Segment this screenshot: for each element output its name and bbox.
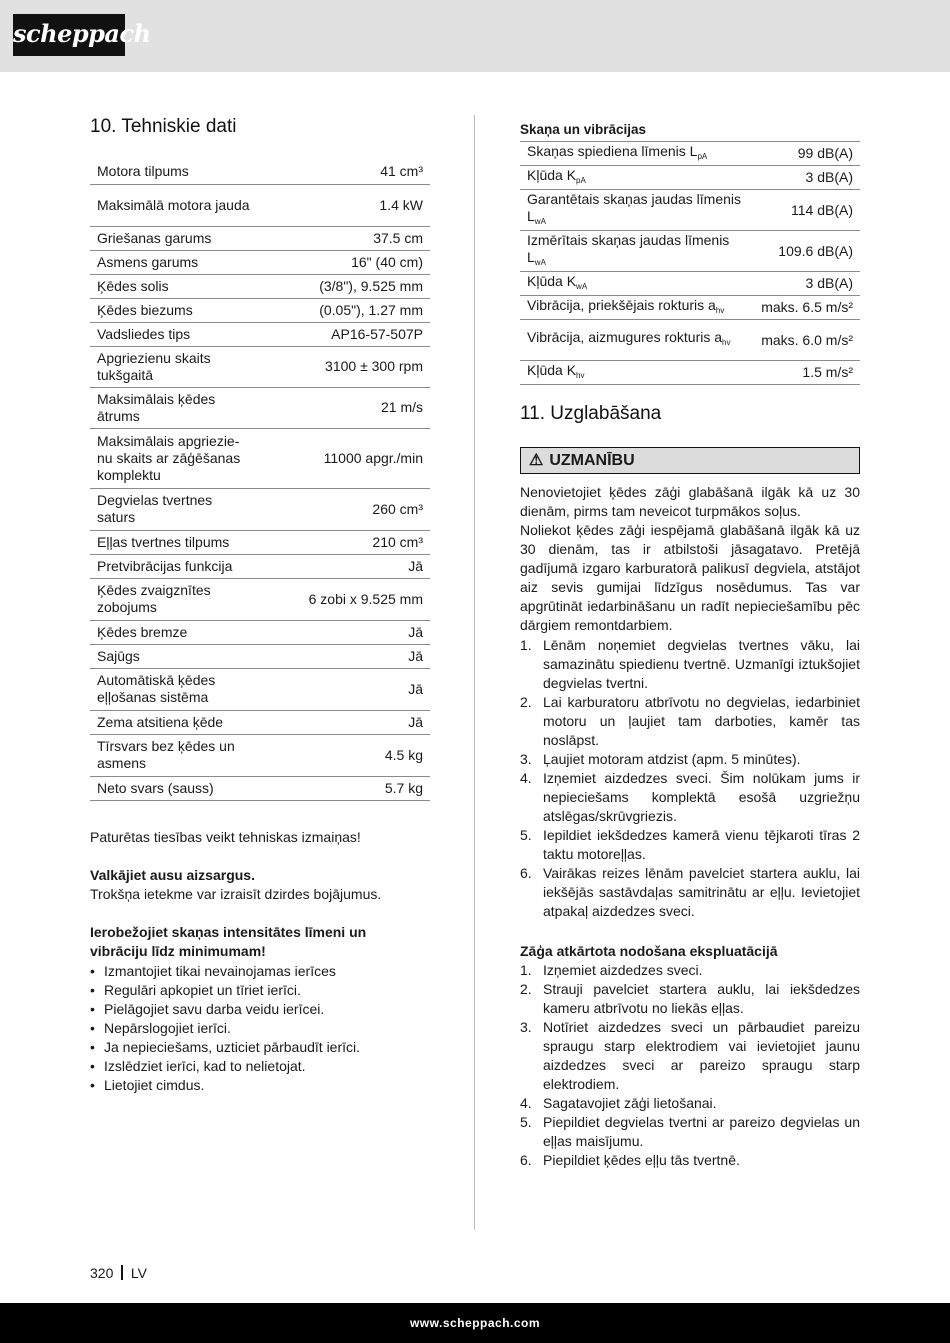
section-number: 11. [520,403,546,424]
spec-row [90,250,430,274]
step-number: 3. [520,1019,532,1035]
spec-label: Sajūgs [90,644,260,668]
spec-row [90,322,430,346]
sound-row [520,190,860,231]
sound-label-subscript: wA [576,281,588,291]
step-text: Vairākas reizes lēnām pavelciet startera auklu, lai iekšējās sastāvdaļas samitrinātu ar eļļu. Ievietojiet atpakaļ aizdedzes sveci. [543,865,860,919]
step-item [520,1094,860,1113]
sound-label-subscript: wA [534,257,546,267]
step-number: 2. [520,981,532,997]
sound-label-text: Garantētais skaņas jaudas līmenis L [527,190,741,224]
spec-label: Tīrsvars bez ķēdes un asmens [90,734,260,776]
step-item [520,636,860,693]
step-text: Iepildiet iekšdedzes kamerā vienu tējkaroti tīras 2 taktu motoreļļas. [543,827,860,862]
spec-label: Neto svars (sauss) [90,776,260,800]
sound-label-subscript: pA [576,175,586,185]
spec-value: 21 m/s [260,387,430,428]
sound-label-text: Izmērītais skaņas jaudas līmenis L [527,231,730,265]
page-number: 320 [90,1265,114,1281]
spec-value: 5.7 kg [260,776,430,800]
header-bar [0,0,950,72]
spec-row [90,776,430,800]
limit-title: Ierobežojiet skaņas intensitātes līmeni un vibrāciju līdz minimumam! [90,924,367,959]
page-footer [90,1265,147,1281]
spec-label: Automātiskā ķēdes eļļošanas sistēma [90,668,260,710]
storage-intro-1: Nenovietojiet ķēdes zāģi glabāšanā ilgāk kā uz 30 dienām, pirms tam neveicot turpmākos soļus. [520,484,860,519]
spec-value: 37.5 cm [260,226,430,250]
website-link[interactable]: www.scheppach.com [409,1316,541,1330]
step-number: 6. [520,865,532,881]
step-text: Piepildiet degvielas tvertni ar pareizo degvielas un eļļas maisījumu. [543,1114,860,1149]
sound-label-subscript: hv [722,338,731,347]
spec-label: Maksimālais apgriezie-nu skaits ar zāģēšanas komplektu [90,428,260,488]
step-number: 4. [520,1095,532,1111]
sound-row [520,296,860,320]
spec-row [90,554,430,578]
spec-row [90,578,430,620]
spec-label: Maksimālais ķēdes ātrums [90,387,260,428]
warning-label: UZMANĪBU [549,452,635,469]
spec-label: Maksimālā motora jauda [90,184,260,226]
section-11-heading [520,403,661,425]
spec-row [90,226,430,250]
spec-row [90,387,430,428]
step-text: Lēnām noņemiet degvielas tvertnes vāku, lai samazinātu spiedienu tvertnē. Uzmanīgi iztukšojiet degvielas tvertni. [543,637,860,691]
sound-row [520,361,860,385]
step-text: Izņemiet aizdedzes sveci. [543,962,703,978]
sound-value: maks. 6.5 m/s² [750,296,860,320]
sound-label-text: Skaņas spiediena līmenis L [527,142,698,159]
sound-value: 114 dB(A) [750,190,860,231]
sound-label [520,166,750,190]
warning-box [520,447,860,474]
step-text: Piepildiet ķēdes eļļu tās tvertnē. [543,1152,740,1168]
spec-row [90,346,430,387]
spec-label: Ķēdes solis [90,274,260,298]
sound-table [520,141,860,385]
spec-row [90,668,430,710]
spec-label: Zema atsitiena ķēde [90,710,260,734]
step-number: 5. [520,1114,532,1130]
sound-label [520,142,750,166]
step-item [520,693,860,750]
bullet-item: • Lietojiet cimdus. [90,1076,390,1095]
step-text: Izņemiet aizdedzes sveci. Šim nolūkam jums ir nepieciešams komplektā esošā uzgriežņu atslēgas/skrūvgriezis. [543,770,860,824]
sound-title: Skaņa un vibrācijas [520,122,647,137]
spec-label: Motora tilpums [90,160,260,184]
spec-row [90,298,430,322]
sound-value: maks. 6.0 m/s² [750,320,860,361]
spec-row [90,428,430,488]
spec-value: Jā [260,620,430,644]
sound-label [520,190,750,231]
spec-value: Jā [260,554,430,578]
spec-value: 11000 apgr./min [260,428,430,488]
bullet-item: • Regulāri apkopiet un tīriet ierīci. [90,981,390,1000]
sound-value: 109.6 dB(A) [750,231,860,272]
step-item [520,750,860,769]
step-number: 3. [520,751,532,767]
step-number: 4. [520,770,532,786]
step-item [520,1113,860,1151]
footer-separator [121,1265,123,1280]
spec-label: Griešanas garums [90,226,260,250]
sound-row [520,142,860,166]
step-text: Lai karburatoru atbrīvotu no degvielas, iedarbiniet motoru un ļaujiet tam darboties, kamēr tas noslāpst. [543,694,860,748]
section-number: 10. [90,116,117,137]
brand-logo: scheppach [13,14,125,56]
sound-value: 3 dB(A) [750,272,860,296]
spec-label: Pretvibrācijas funkcija [90,554,260,578]
sound-label-text: Vibrācija, aizmugures rokturis a [527,329,723,345]
spec-label: Ķēdes zvaigznītes zobojums [90,578,260,620]
sound-label [520,272,750,296]
spec-row [90,644,430,668]
recommission-title: Zāģa atkārtota nodošana ekspluatācijā [520,943,778,959]
step-item [520,961,860,980]
spec-label: Asmens garums [90,250,260,274]
spec-row [90,488,430,530]
sound-label-text: Vibrācija, priekšējais rokturis a [527,296,716,313]
bullet-item: • Nepārslogojiet ierīci. [90,1019,390,1038]
sound-label-subscript: hv [576,370,585,380]
recommission-steps-list [520,961,860,1170]
step-item [520,1018,860,1094]
sound-value: 3 dB(A) [750,166,860,190]
sound-label [520,231,750,272]
spec-label: Apgriezienu skaits tukšgaitā [90,346,260,387]
step-number: 1. [520,962,532,978]
sound-row [520,320,860,361]
spec-value: 41 cm³ [260,160,430,184]
spec-value: 6 zobi x 9.525 mm [260,578,430,620]
storage-steps-list [520,636,860,921]
spec-value: 16" (40 cm) [260,250,430,274]
spec-label: Ķēdes biezums [90,298,260,322]
spec-value: 3100 ± 300 rpm [260,346,430,387]
storage-intro-2: Noliekot ķēdes zāģi iespējamā glabāšanā ilgāk kā uz 30 dienām, tas ir atbilstoši jāsagatavo. Pretējā gadījumā izgaro karburatorā palikusī degviela, atstājot aiz sevis gumijai līdzīgus nosēdumus. Tas var apgrūtināt iedarbināšanu un radīt nepieciešamību pēc dārgiem remontdarbiem. [520,522,860,633]
spec-value: Jā [260,668,430,710]
spec-value: AP16-57-507P [260,322,430,346]
spec-value: 4.5 kg [260,734,430,776]
step-number: 1. [520,637,532,653]
sound-row [520,231,860,272]
sound-label-text: Kļūda K [527,166,577,183]
section-title: Tehniskie dati [121,116,237,137]
sound-label [520,361,750,385]
spec-row [90,160,430,184]
hearing-title: Valkājiet ausu aizsargus. [90,867,255,883]
sound-label [520,296,750,320]
step-item [520,769,860,826]
warning-triangle-icon: ⚠ [529,452,544,469]
sound-label-subscript: wA [534,216,546,226]
spec-row [90,530,430,554]
language-code: LV [130,1265,147,1281]
step-number: 5. [520,827,532,843]
step-item [520,1151,860,1170]
step-item [520,864,860,921]
sound-row [520,272,860,296]
step-number: 2. [520,694,532,710]
section-10-heading [90,116,236,138]
step-text: Sagatavojiet zāģi lietošanai. [543,1095,717,1111]
spec-row [90,734,430,776]
reserve-note: Paturētas tiesības veikt tehniskas izmaiņas! [90,829,361,845]
spec-row [90,184,430,226]
step-text: Notīriet aizdedzes sveci un pārbaudiet pareizu spraugu starp elektrodiem vai ievietojiet jaunu aizdedzes sveci ar pareizo spraugu starp elektrodiem. [543,1019,860,1092]
step-item [520,826,860,864]
spec-row [90,710,430,734]
spec-table [90,160,430,801]
spec-value: 1.4 kW [260,184,430,226]
bullet-item: • Pielāgojiet savu darba veidu ierīcei. [90,1000,390,1019]
spec-row [90,620,430,644]
sound-value: 99 dB(A) [750,142,860,166]
spec-label: Vadsliedes tips [90,322,260,346]
spec-value: (0.05"), 1.27 mm [260,298,430,322]
step-text: Strauji pavelciet startera auklu, lai iekšdedzes kameru atbrīvotu no liekās eļļas. [543,981,860,1016]
spec-value: (3/8"), 9.525 mm [260,274,430,298]
spec-value: 210 cm³ [260,530,430,554]
bullet-item: • Izmantojiet tikai nevainojamas ierīces [90,962,390,981]
spec-value: 260 cm³ [260,488,430,530]
sound-label-text: Kļūda K [527,272,577,289]
spec-label: Ķēdes bremze [90,620,260,644]
footer-bar [0,1303,950,1343]
sound-label-subscript: pA [697,151,708,161]
step-item [520,980,860,1018]
step-number: 6. [520,1152,532,1168]
bullet-item: • Izslēdziet ierīci, kad to nelietojat. [90,1057,390,1076]
column-divider [474,115,475,1230]
hearing-text: Trokšņa ietekme var izraisīt dzirdes bojājumus. [90,886,382,902]
sound-label-text: Kļūda K [527,361,577,378]
spec-label: Eļļas tvertnes tilpums [90,530,260,554]
spec-label: Degvielas tvertnes saturs [90,488,260,530]
bullet-item: • Ja nepieciešams, uzticiet pārbaudīt ierīci. [90,1038,390,1057]
spec-row [90,274,430,298]
spec-value: Jā [260,710,430,734]
section-title: Uzglabāšana [550,403,662,424]
safety-bullet-list [90,962,390,1095]
sound-row [520,166,860,190]
sound-label-subscript: hv [715,305,725,315]
step-text: Ļaujiet motoram atdzist (apm. 5 minūtes). [543,751,801,767]
spec-value: Jā [260,644,430,668]
sound-value: 1.5 m/s² [750,361,860,385]
sound-label [520,320,750,361]
